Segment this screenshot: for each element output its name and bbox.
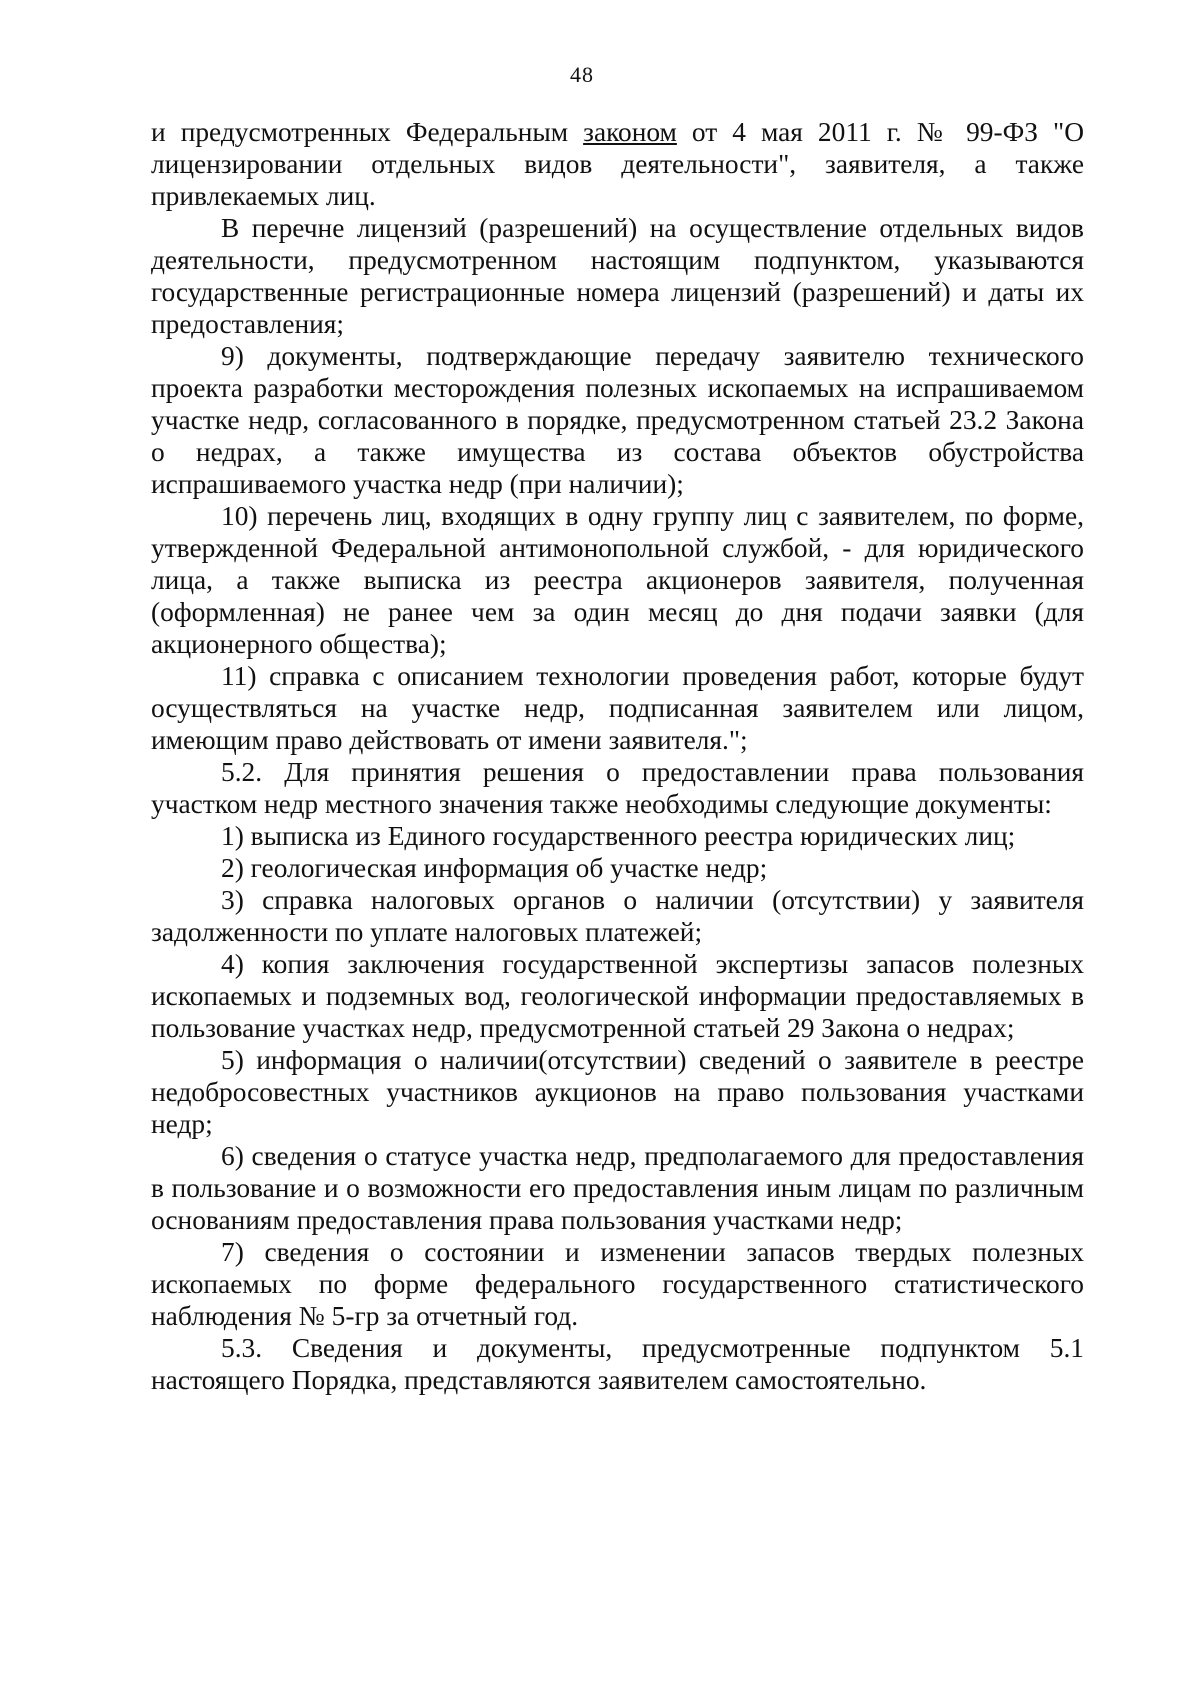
paragraph-text: и предусмотренных Федеральным (151, 117, 584, 147)
document-body (151, 116, 1084, 1396)
list-item-1: 1) выписка из Единого государственного реестра юридических лиц; (221, 821, 1016, 851)
list-item-11: 11) справка с описанием технологии проведения работ, которые будут осуществляться на участке недр, подписанная заявителем или лицом, имеющим право действовать от имени заявителя."; (151, 661, 1084, 755)
section-5-3: 5.3. Сведения и документы, предусмотренные подпунктом 5.1 настоящего Порядка, представляются заявителем самостоятельно. (151, 1333, 1084, 1395)
paragraph-text: от 4 мая 2011 г. № 99-ФЗ "О лицензировании отдельных видов деятельности", заявителя, а также привлекаемых лиц. (151, 117, 1084, 211)
page-number: 48 (570, 62, 594, 87)
list-item-9: 9) документы, подтверждающие передачу заявителю технического проекта разработки месторождения полезных ископаемых на испрашиваемом участке недр, согласованного в порядке, предусмотренном статьей 23.2 Закона о недрах, а также имущества из состава объектов обустройства испрашиваемого участка недр (при наличии); (151, 341, 1084, 499)
list-item-6: 6) сведения о статусе участка недр, предполагаемого для предоставления в пользование и о возможности его предоставления иным лицам по различным основаниям предоставления права пользования участками недр; (151, 1141, 1084, 1235)
paragraph-continuation (151, 116, 1084, 212)
list-item-2: 2) геологическая информация об участке недр; (221, 853, 768, 883)
paragraph-licenses-list: В перечне лицензий (разрешений) на осуществление отдельных видов деятельности, предусмотренном настоящим подпунктом, указываются государственные регистрационные номера лицензий (разрешений) и даты их предоставления; (151, 213, 1084, 339)
law-link[interactable]: законом (583, 117, 677, 147)
list-item-5: 5) информация о наличии(отсутствии) сведений о заявителе в реестре недобросовестных участников аукционов на право пользования участками недр; (151, 1045, 1084, 1139)
list-item-7: 7) сведения о состоянии и изменении запасов твердых полезных ископаемых по форме федерального государственного статистического наблюдения № 5-гр за отчетный год. (151, 1237, 1084, 1331)
list-item-3: 3) справка налоговых органов о наличии (отсутствии) у заявителя задолженности по уплате налоговых платежей; (151, 885, 1084, 947)
section-5-2: 5.2. Для принятия решения о предоставлении права пользования участком недр местного значения также необходимы следующие документы: (151, 757, 1084, 819)
list-item-10: 10) перечень лиц, входящих в одну группу лиц с заявителем, по форме, утвержденной Федеральной антимонопольной службой, - для юридического лица, а также выписка из реестра акционеров заявителя, полученная (оформленная) не ранее чем за один месяц до дня подачи заявки (для акционерного общества); (151, 501, 1084, 659)
list-item-4: 4) копия заключения государственной экспертизы запасов полезных ископаемых и подземных вод, геологической информации предоставляемых в пользование участках недр, предусмотренной статьей 29 Закона о недрах; (151, 949, 1084, 1043)
